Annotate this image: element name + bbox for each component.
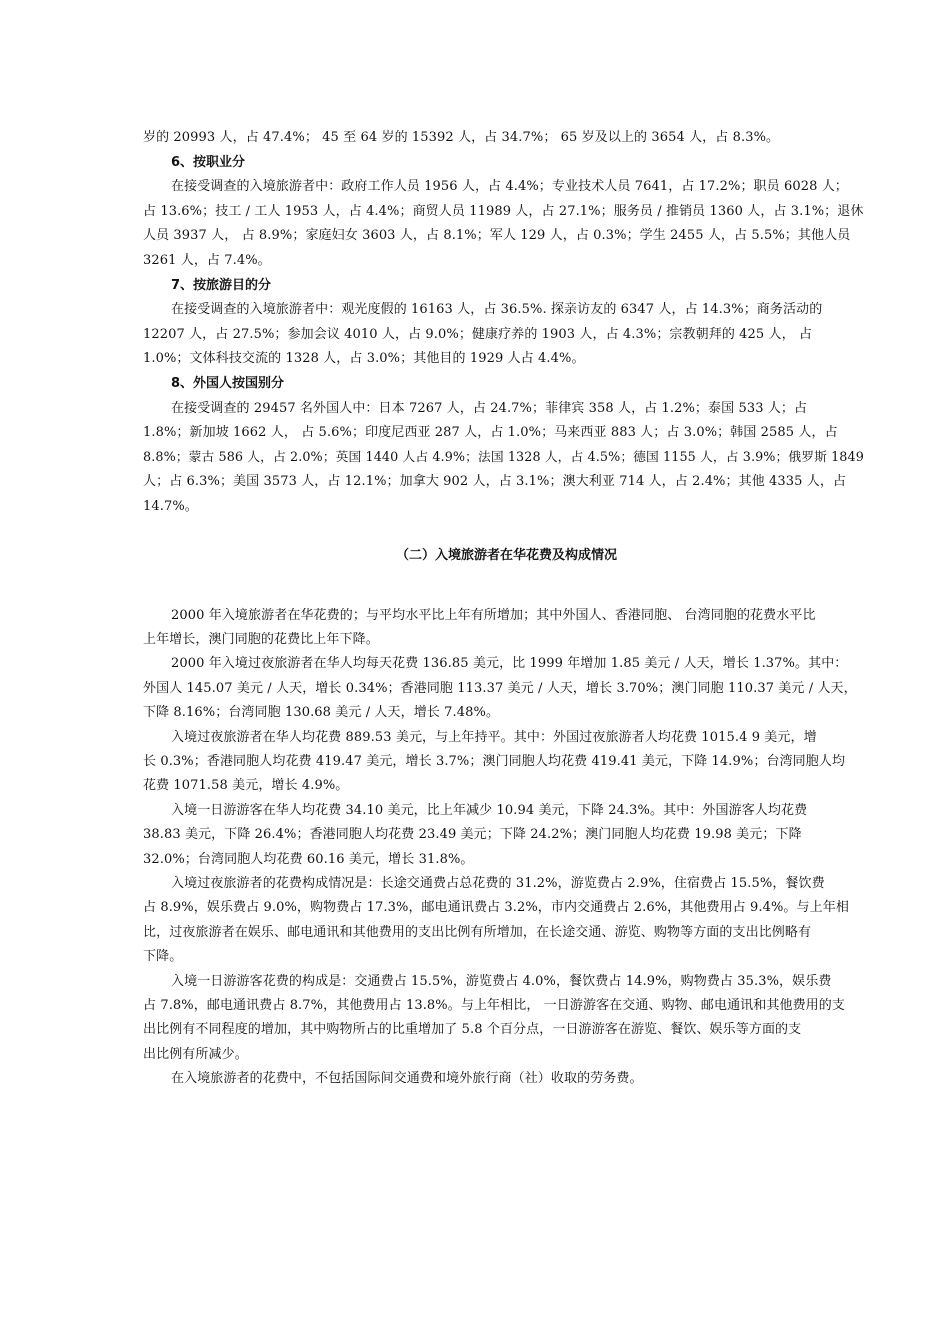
- paragraph: [143, 726, 870, 799]
- purpose-line: 12207 人，占 27.5%；参加会议 4010 人，占 9.0%；健康疗养的 1903 人，占 4.3%；宗教朝拜的 425 人， 占: [143, 326, 813, 342]
- paragraph-line: 入境一日游游客在华人均花费 34.10 美元，比上年减少 10.94 美元，下降 24.3%。其中：外国游客人均花费: [171, 802, 808, 818]
- paragraph-line: 上年增长，澳门同胞的花费比上年下降。: [143, 631, 379, 647]
- paragraph-line: 2000 年入境旅游者在华花费的；与平均水平比上年有所增加；其中外国人、香港同胞、 台湾同胞的花费水平比: [171, 607, 816, 623]
- paragraph-line: 38.83 美元，下降 26.4%；香港同胞人均花费 23.49 美元；下降 24.2%；澳门同胞人均花费 19.98 美元；下降: [143, 827, 802, 843]
- paragraph-line: 出比例有所减少。: [143, 1046, 248, 1062]
- paragraph-line: 比，过夜旅游者在娱乐、邮电通讯和其他费用的支出比例有所增加，在长途交通、游览、购物等方面的支出比例略有: [143, 924, 812, 940]
- paragraph-line: 占 7.8%，邮电通讯费占 8.7%，其他费用占 13.8%。与上年相比， 一日游游客在交通、购物、邮电通讯和其他费用的支: [143, 998, 845, 1013]
- occupation-line: 在接受调查的入境旅游者中：政府工作人员 1956 人，占 4.4%；专业技术人员 7641，占 17.2%；职员 6028 人；: [171, 179, 848, 195]
- occupation-heading: 6、按职业分: [171, 154, 246, 170]
- paragraph-line: 出比例有不同程度的增加，其中购物所占的比重增加了 5.8 个百分点，一日游游客在游览、餐饮、娱乐等方面的支: [143, 1022, 802, 1038]
- paragraph-line: 32.0%；台湾同胞人均花费 60.16 美元，增长 31.8%。: [143, 851, 474, 867]
- paragraph-line: 下降。: [143, 949, 183, 965]
- nationality-line: 人；占 6.3%；美国 3573 人，占 12.1%；加拿大 902 人，占 3.1%；澳大利亚 714 人，占 2.4%；其他 4335 人，占: [143, 474, 847, 490]
- spending-section: [143, 604, 870, 1092]
- paragraph-line: 2000 年入境过夜旅游者在华人均每天花费 136.85 美元，比 1999 年增加 1.85 美元 / 人天，增长 1.37%。其中：: [171, 656, 848, 672]
- paragraph-line: 入境一日游游客花费的构成是：交通费占 15.5%，游览费占 4.0%，餐饮费占 14.9%，购物费占 35.3%，娱乐费: [171, 973, 832, 989]
- paragraph-line: 占 8.9%，娱乐费占 9.0%，购物费占 17.3%，邮电通讯费占 3.2%，市内交通费占 2.6%，其他费用占 9.4%。与上年相: [143, 900, 849, 916]
- purpose-line: 在接受调查的入境旅游者中：观光度假的 16163 人，占 36.5%. 探亲访友的 6347 人，占 14.3%；商务活动的: [171, 302, 823, 318]
- nationality-line: 1.8%；新加坡 1662 人， 占 5.6%；印度尼西亚 287 人，占 1.0%；马来西亚 883 人；占 3.0%；韩国 2585 人，占: [143, 425, 838, 441]
- paragraph: [143, 652, 870, 725]
- paragraph-line: 外国人 145.07 美元 / 人天，增长 0.34%；香港同胞 113.37 美元 / 人天，增长 3.70%；澳门同胞 110.37 美元 / 人天，: [143, 680, 857, 696]
- paragraph-line: 在入境旅游者的花费中，不包括国际间交通费和境外旅行商（社）收取的劳务费。: [171, 1071, 643, 1087]
- occupation-line: 人员 3937 人， 占 8.9%；家庭妇女 3603 人，占 8.1%；军人 129 人，占 0.3%；学生 2455 人，占 5.5%；其他人员: [143, 228, 851, 244]
- section-title: （二）入境旅游者在华花费及构成情况: [395, 547, 617, 563]
- paragraph-line: 入境过夜旅游者的花费构成情况是：长途交通费占总花费的 31.2%，游览费占 2.9%，住宿费占 15.5%，餐饮费: [171, 875, 825, 891]
- purpose-heading: 7、按旅游目的分: [171, 277, 272, 293]
- document-page: [143, 126, 870, 1092]
- occupation-line: 3261 人，占 7.4%。: [143, 252, 271, 268]
- age-distribution-tail: 岁的 20993 人，占 47.4%； 45 至 64 岁的 15392 人，占 34.7%； 65 岁及以上的 3654 人，占 8.3%。: [143, 130, 780, 145]
- paragraph-line: 入境过夜旅游者在华人均花费 889.53 美元，与上年持平。其中：外国过夜旅游者人均花费 1015.4 9 美元，增: [171, 729, 817, 745]
- paragraph: [143, 970, 870, 1068]
- paragraph-line: 花费 1071.58 美元，增长 4.9%。: [143, 778, 349, 794]
- paragraph-line: 下降 8.16%；台湾同胞 130.68 美元 / 人天，增长 7.48%。: [143, 705, 500, 721]
- paragraph: [143, 799, 870, 872]
- nationality-line: 14.7%。: [143, 498, 198, 514]
- paragraph: [143, 604, 870, 653]
- occupation-line: 占 13.6%；技工 / 工人 1953 人，占 4.4%；商贸人员 11989 人，占 27.1%；服务员 / 推销员 1360 人，占 3.1%；退休: [143, 203, 864, 219]
- purpose-line: 1.0%；文体科技交流的 1328 人，占 3.0%；其他目的 1929 人占 4.4%。: [143, 351, 585, 367]
- paragraph: [143, 1067, 870, 1091]
- paragraph-line: 长 0.3%；香港同胞人均花费 419.47 美元，增长 3.7%；澳门同胞人均花费 419.41 美元，下降 14.9%；台湾同胞人均: [143, 753, 846, 769]
- nationality-line: 在接受调查的 29457 名外国人中：日本 7267 人，占 24.7%；菲律宾 358 人，占 1.2%；泰国 533 人；占: [171, 400, 808, 416]
- paragraph: [143, 872, 870, 970]
- nationality-heading: 8、外国人按国别分: [171, 375, 285, 391]
- nationality-line: 8.8%；蒙古 586 人，占 2.0%；英国 1440 人占 4.9%；法国 1328 人，占 4.5%；德国 1155 人，占 3.9%；俄罗斯 1849: [143, 449, 864, 465]
